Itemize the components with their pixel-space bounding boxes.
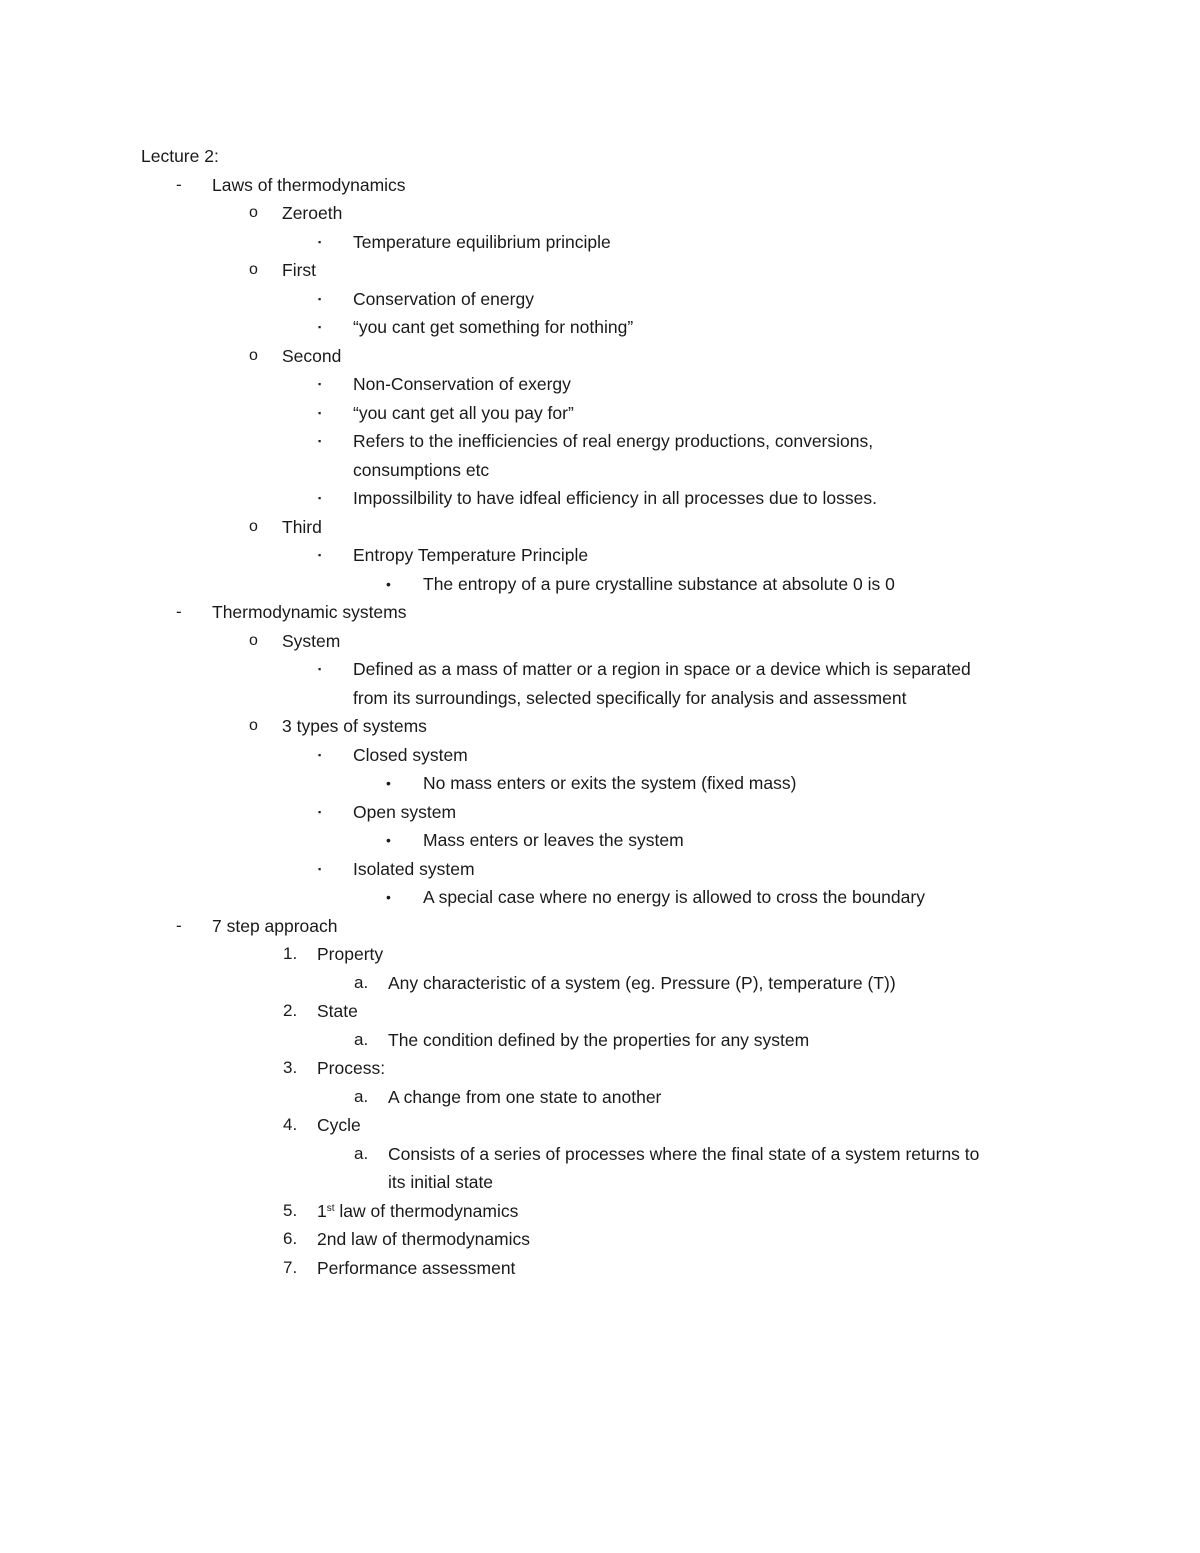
list-number: 1. — [283, 944, 298, 963]
outline-line: 2nd law of thermodynamics — [317, 1229, 531, 1249]
outline-line: The entropy of a pure crystalline substance at absolute 0 is 0 — [423, 574, 895, 594]
outline-line: 3 types of systems — [282, 716, 427, 736]
outline-line: Refers to the inefficiencies of real energy productions, conversions, — [353, 431, 874, 451]
outline-line: A change from one state to another — [388, 1087, 662, 1107]
square-bullet: ▪ — [318, 750, 322, 760]
outline-line: Performance assessment — [317, 1258, 516, 1278]
outline-line: 7 step approach — [212, 916, 338, 936]
list-number: 2. — [283, 1001, 298, 1020]
circle-bullet: o — [249, 518, 258, 535]
list-number: a. — [354, 1144, 369, 1163]
outline-line: State — [317, 1001, 358, 1021]
outline-line: Isolated system — [353, 859, 475, 879]
outline-line: Mass enters or leaves the system — [423, 830, 684, 850]
outline-line: Zeroeth — [282, 203, 343, 223]
circle-bullet: o — [249, 347, 258, 364]
outline-line: A special case where no energy is allowed to cross the boundary — [423, 887, 925, 907]
circle-bullet: o — [249, 261, 258, 278]
list-number: 3. — [283, 1058, 298, 1077]
square-bullet: ▪ — [318, 550, 322, 560]
list-number: 6. — [283, 1229, 298, 1248]
square-bullet: ▪ — [318, 379, 322, 389]
outline-line: its initial state — [388, 1172, 494, 1192]
circle-bullet: o — [249, 717, 258, 734]
square-bullet: ▪ — [318, 807, 322, 817]
list-number: 4. — [283, 1115, 298, 1134]
outline-line: Closed system — [353, 745, 468, 765]
dash-bullet: - — [176, 916, 182, 935]
list-number: a. — [354, 973, 369, 992]
dot-bullet: • — [386, 576, 391, 592]
outline-line: The condition defined by the properties for any system — [388, 1030, 810, 1050]
outline-line: from its surroundings, selected specifically for analysis and assessment — [353, 688, 907, 708]
square-bullet: ▪ — [318, 493, 322, 503]
square-bullet: ▪ — [318, 408, 322, 418]
square-bullet: ▪ — [318, 864, 322, 874]
outline-line: Consists of a series of processes where the final state of a system returns to — [388, 1144, 980, 1164]
outline-line: Process: — [317, 1058, 386, 1078]
document-heading: Lecture 2: — [141, 146, 219, 166]
outline-line: “you cant get all you pay for” — [353, 403, 574, 423]
outline-line: Thermodynamic systems — [212, 602, 407, 622]
outline-line: Defined as a mass of matter or a region in space or a device which is separated — [353, 659, 971, 679]
square-bullet: ▪ — [318, 322, 322, 332]
outline-line: 1st law of thermodynamics — [317, 1201, 519, 1221]
outline-line: Any characteristic of a system (eg. Pressure (P), temperature (T)) — [388, 973, 896, 993]
outline-line: System — [282, 631, 341, 651]
list-number: a. — [354, 1030, 369, 1049]
outline-line: consumptions etc — [353, 460, 490, 480]
outline-line: First — [282, 260, 317, 280]
list-number: 5. — [283, 1201, 298, 1220]
dot-bullet: • — [386, 832, 391, 848]
square-bullet: ▪ — [318, 436, 322, 446]
outline-line: Entropy Temperature Principle — [353, 545, 589, 565]
outline-line: Temperature equilibrium principle — [353, 232, 611, 252]
outline-line: Laws of thermodynamics — [212, 175, 406, 195]
circle-bullet: o — [249, 632, 258, 649]
circle-bullet: o — [249, 204, 258, 221]
dot-bullet: • — [386, 889, 391, 905]
outline-line: “you cant get something for nothing” — [353, 317, 634, 337]
dot-bullet: • — [386, 775, 391, 791]
outline-line: Non-Conservation of exergy — [353, 374, 571, 394]
outline-line: Third — [282, 517, 322, 537]
outline-line: Open system — [353, 802, 457, 822]
square-bullet: ▪ — [318, 664, 322, 674]
outline-line: Property — [317, 944, 384, 964]
square-bullet: ▪ — [318, 294, 322, 304]
list-number: 7. — [283, 1258, 298, 1277]
dash-bullet: - — [176, 175, 182, 194]
outline-line: Impossilbility to have idfeal efficiency in all processes due to losses. — [353, 488, 877, 508]
outline-line: No mass enters or exits the system (fixed mass) — [423, 773, 797, 793]
outline-line: Cycle — [317, 1115, 361, 1135]
square-bullet: ▪ — [318, 237, 322, 247]
dash-bullet: - — [176, 602, 182, 621]
outline-line: Second — [282, 346, 342, 366]
outline-line: Conservation of energy — [353, 289, 534, 309]
list-number: a. — [354, 1087, 369, 1106]
